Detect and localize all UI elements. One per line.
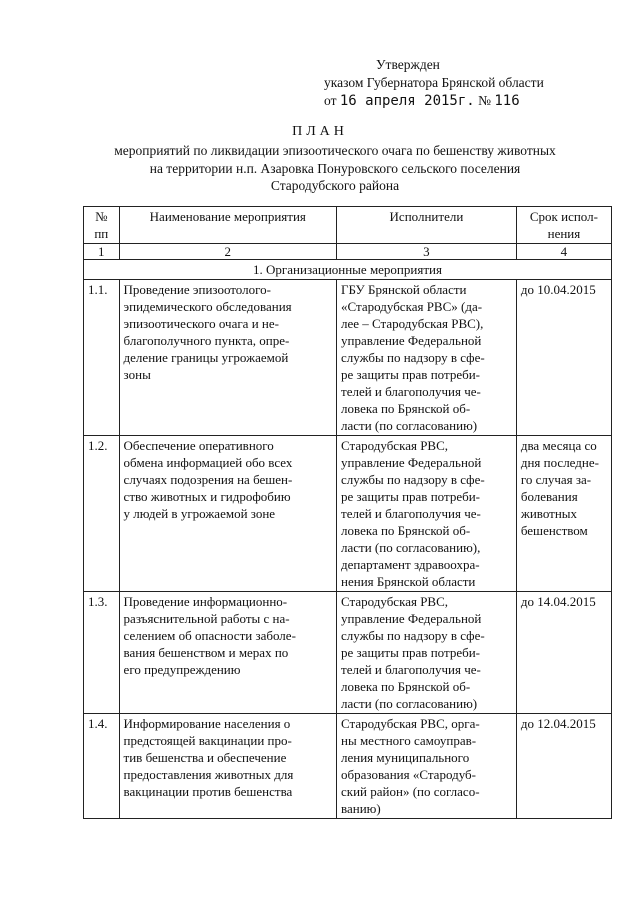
row-number: 1.3. (84, 592, 120, 714)
approval-number: 116 (494, 93, 520, 109)
plan-table (83, 206, 612, 819)
column-number: 4 (516, 244, 611, 260)
row-deadline: до 12.04.2015 (516, 714, 611, 819)
approval-line-3 (324, 92, 624, 110)
document-subtitle (70, 142, 600, 195)
row-deadline: до 10.04.2015 (516, 280, 611, 436)
table-row (84, 436, 612, 592)
row-executors: Стародубская РВС, управление Федеральной службы по надзору в сфе- ре защиты прав потреби- телей и благополучия че- ловека по Брянской об- ласти (по согласованию), департамент здравоохра- нения Брянской области (337, 436, 517, 592)
header-executors: Исполнители (337, 207, 517, 244)
approval-number-sign: № (478, 93, 491, 108)
document-title: ПЛАН (292, 124, 348, 139)
row-executors: Стародубская РВС, орга- ны местного самоуправ- ления муниципального образования «Стародуб- ский район» (по согласо- ванию) (337, 714, 517, 819)
approval-line-2: указом Губернатора Брянской области (324, 75, 544, 90)
column-number: 1 (84, 244, 120, 260)
approval-line-1: Утвержден (376, 57, 440, 72)
header-number: № пп (84, 207, 120, 244)
row-measure-name: Проведение информационно- разъяснительной работы с на- селением об опасности заболе- вания бешенством и мерах по его предупреждению (119, 592, 336, 714)
row-number: 1.4. (84, 714, 120, 819)
table-row (84, 592, 612, 714)
row-measure-name: Проведение эпизоотолого- эпидемического обследования эпизоотического очага и не- благополучного пункта, опре- деление границы угрожаемой зоны (119, 280, 336, 436)
header-deadline: Срок испол- нения (516, 207, 611, 244)
column-number: 3 (337, 244, 517, 260)
section-row (84, 260, 612, 280)
section-title: 1. Организационные мероприятия (84, 260, 612, 280)
column-number-row (84, 244, 612, 260)
row-executors: ГБУ Брянской области «Стародубская РВС» (да- лее – Стародубская РВС), управление Федеральной службы по надзору в сфе- ре защиты прав потреби- телей и благополучия че- ловека по Брянской об- ласти (по согласованию) (337, 280, 517, 436)
table-row (84, 714, 612, 819)
row-number: 1.2. (84, 436, 120, 592)
subtitle-line-3: Стародубского района (270, 178, 400, 193)
row-deadline: два месяца со дня последне- го случая за- болевания животных бешенством (516, 436, 611, 592)
table-header-row (84, 207, 612, 244)
approval-block (324, 56, 624, 110)
subtitle-line-1: мероприятий по ликвидации эпизоотического очага по бешенству животных (114, 143, 556, 158)
subtitle-line-2: на территории н.п. Азаровка Понуровского сельского поселения (149, 160, 521, 176)
row-deadline: до 14.04.2015 (516, 592, 611, 714)
table-row (84, 280, 612, 436)
column-number: 2 (119, 244, 336, 260)
row-number: 1.1. (84, 280, 120, 436)
row-executors: Стародубская РВС, управление Федеральной службы по надзору в сфе- ре защиты прав потреби- телей и благополучия че- ловека по Брянской об- ласти (по согласованию) (337, 592, 517, 714)
row-measure-name: Обеспечение оперативного обмена информацией обо всех случаях подозрения на бешен- ство животных и гидрофобию у людей в угрожаемой зоне (119, 436, 336, 592)
approval-date: 16 апреля 2015г. (339, 93, 475, 109)
row-measure-name: Информирование населения о предстоящей вакцинации про- тив бешенства и обеспечение предоставления животных для вакцинации против бешенства (119, 714, 336, 819)
header-measure-name: Наименование мероприятия (119, 207, 336, 244)
approval-date-prefix: от (324, 93, 337, 108)
